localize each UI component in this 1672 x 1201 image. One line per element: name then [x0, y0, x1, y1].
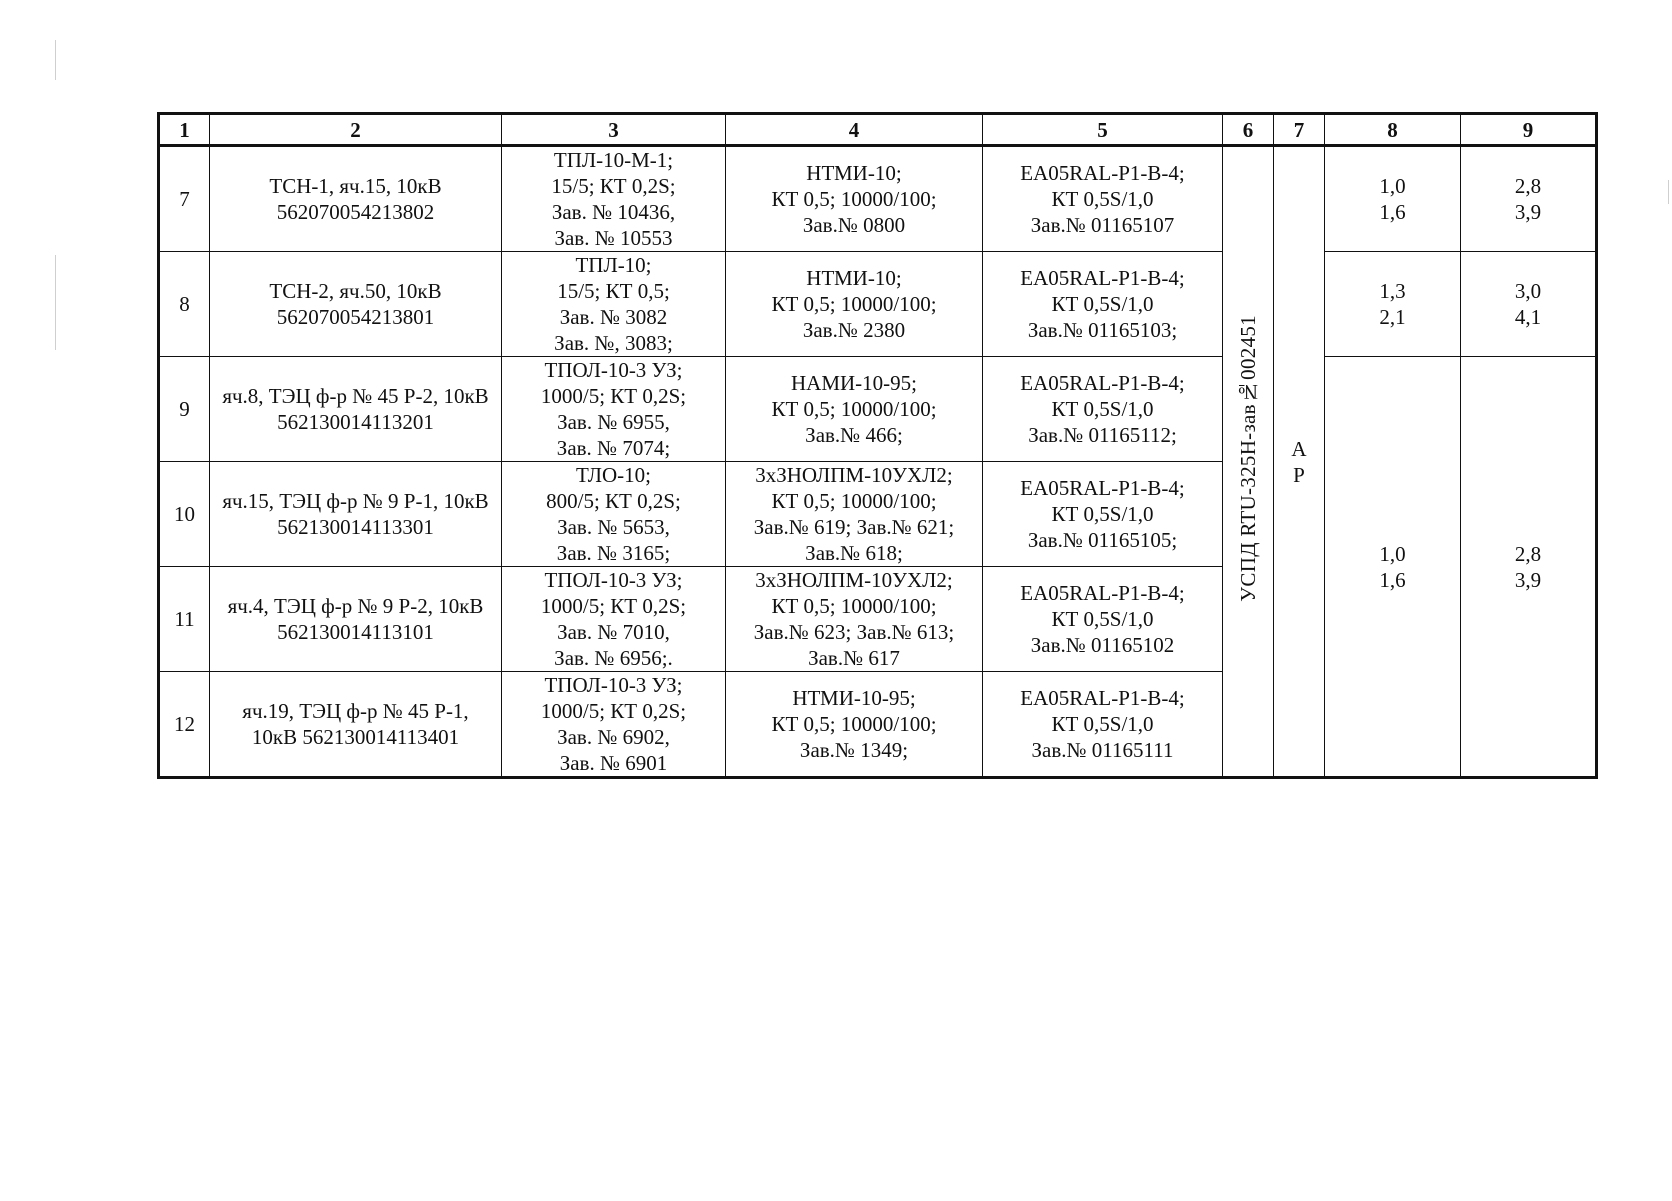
table-row [159, 252, 1597, 357]
voltage-transformer: НАМИ-10-95; КТ 0,5; 10000/100; Зав.№ 466; [726, 357, 983, 462]
metering-point: яч.4, ТЭЦ ф-р № 9 Р-2, 10кВ 562130014113101 [210, 567, 502, 672]
table-row [159, 357, 1597, 462]
meter: EA05RAL-P1-B-4; КТ 0,5S/1,0 Зав.№ 01165105; [983, 462, 1223, 567]
header-cell-6: 6 [1223, 114, 1274, 146]
row-number: 11 [159, 567, 210, 672]
equipment-table [157, 112, 1598, 779]
header-cell-7: 7 [1274, 114, 1325, 146]
row-number: 12 [159, 672, 210, 778]
header-cell-1: 1 [159, 114, 210, 146]
uspd-label: УСПД RTU-325H-зав№002451 [1236, 315, 1260, 602]
scan-mark-left-mid [55, 255, 56, 350]
current-transformer: ТЛО-10; 800/5; КТ 0,2S; Зав. № 5653, Зав. № 3165; [502, 462, 726, 567]
meter: EA05RAL-P1-B-4; КТ 0,5S/1,0 Зав.№ 01165111 [983, 672, 1223, 778]
metering-point: ТСН-1, яч.15, 10кВ 562070054213802 [210, 146, 502, 252]
meter: EA05RAL-P1-B-4; КТ 0,5S/1,0 Зав.№ 01165103; [983, 252, 1223, 357]
header-cell-5: 5 [983, 114, 1223, 146]
voltage-transformer: НТМИ-10-95; КТ 0,5; 10000/100; Зав.№ 1349; [726, 672, 983, 778]
col8-value: 1,0 1,6 [1325, 146, 1461, 252]
scan-mark-left-top [55, 40, 56, 80]
energy-type-cell: А Р [1274, 146, 1325, 778]
row-number: 7 [159, 146, 210, 252]
current-transformer: ТПОЛ-10-3 УЗ; 1000/5; КТ 0,2S; Зав. № 7010, Зав. № 6956;. [502, 567, 726, 672]
metering-point: яч.19, ТЭЦ ф-р № 45 Р-1, 10кВ 562130014113401 [210, 672, 502, 778]
voltage-transformer: НТМИ-10; КТ 0,5; 10000/100; Зав.№ 0800 [726, 146, 983, 252]
current-transformer: ТПЛ-10; 15/5; КТ 0,5; Зав. № 3082 Зав. №, 3083; [502, 252, 726, 357]
current-transformer: ТПЛ-10-М-1; 15/5; КТ 0,2S; Зав. № 10436, Зав. № 10553 [502, 146, 726, 252]
col9-merged-value: 2,8 3,9 [1461, 357, 1597, 778]
voltage-transformer: 3хЗНОЛПМ-10УХЛ2; КТ 0,5; 10000/100; Зав.№ 619; Зав.№ 621; Зав.№ 618; [726, 462, 983, 567]
voltage-transformer: НТМИ-10; КТ 0,5; 10000/100; Зав.№ 2380 [726, 252, 983, 357]
header-cell-9: 9 [1461, 114, 1597, 146]
row-number: 10 [159, 462, 210, 567]
table-row [159, 146, 1597, 252]
metering-point: яч.15, ТЭЦ ф-р № 9 Р-1, 10кВ 562130014113301 [210, 462, 502, 567]
row-number: 9 [159, 357, 210, 462]
row-number: 8 [159, 252, 210, 357]
col9-value: 3,0 4,1 [1461, 252, 1597, 357]
header-cell-4: 4 [726, 114, 983, 146]
voltage-transformer: 3хЗНОЛПМ-10УХЛ2; КТ 0,5; 10000/100; Зав.№ 623; Зав.№ 613; Зав.№ 617 [726, 567, 983, 672]
meter: EA05RAL-P1-B-4; КТ 0,5S/1,0 Зав.№ 01165107 [983, 146, 1223, 252]
current-transformer: ТПОЛ-10-3 УЗ; 1000/5; КТ 0,2S; Зав. № 6902, Зав. № 6901 [502, 672, 726, 778]
col8-value: 1,3 2,1 [1325, 252, 1461, 357]
metering-point: ТСН-2, яч.50, 10кВ 562070054213801 [210, 252, 502, 357]
scan-mark-right [1668, 180, 1669, 204]
header-cell-3: 3 [502, 114, 726, 146]
header-cell-8: 8 [1325, 114, 1461, 146]
col8-merged-value: 1,0 1,6 [1325, 357, 1461, 778]
meter: EA05RAL-P1-B-4; КТ 0,5S/1,0 Зав.№ 01165112; [983, 357, 1223, 462]
metering-point: яч.8, ТЭЦ ф-р № 45 Р-2, 10кВ 562130014113201 [210, 357, 502, 462]
meter: EA05RAL-P1-B-4; КТ 0,5S/1,0 Зав.№ 01165102 [983, 567, 1223, 672]
uspd-cell [1223, 146, 1274, 778]
col9-value: 2,8 3,9 [1461, 146, 1597, 252]
header-cell-2: 2 [210, 114, 502, 146]
header-row [159, 114, 1597, 146]
current-transformer: ТПОЛ-10-3 УЗ; 1000/5; КТ 0,2S; Зав. № 6955, Зав. № 7074; [502, 357, 726, 462]
